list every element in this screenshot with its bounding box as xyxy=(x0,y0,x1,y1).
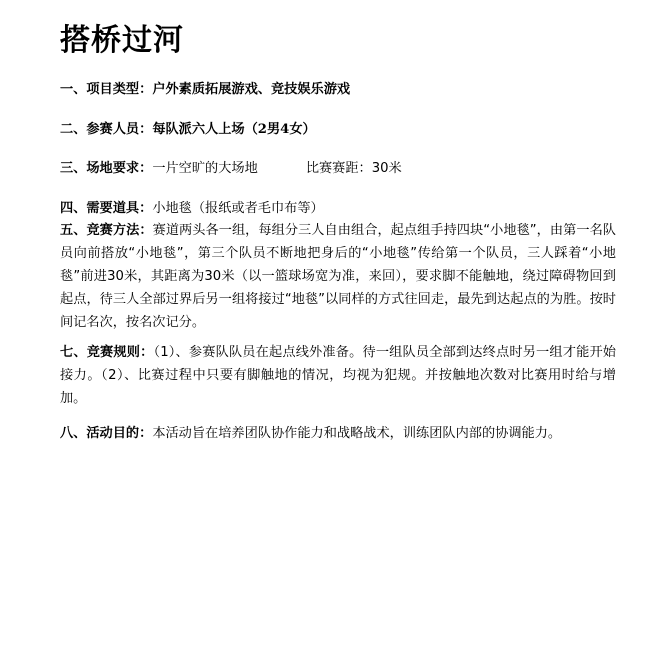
section-label: 一、项目类型： xyxy=(60,82,153,97)
section-label: 七、竞赛规则： xyxy=(60,345,154,360)
section-venue xyxy=(60,159,402,179)
section-participants xyxy=(60,120,316,140)
section-value: 赛道两头各一组，每组分三人自由组合，起点组手持四块“小地毯”，由第一名队员向前搭放“小地毯”，第三个队员不断地把身后的“小地毯”传给第一个队员，三人踩着“小地毯”前进30米，其距离为30米（以一篮球场宽为准，来回），要求脚不能触地，绕过障碍物回到起点，待三人全部过界后另一组将接过“地毯”以同样的方式往回走，最先到达起点的为胜。按时间记名次，按名次记分。 xyxy=(60,223,616,330)
section-props xyxy=(60,199,324,219)
section-method xyxy=(60,219,616,334)
section-value: 小地毯（报纸或者毛巾布等） xyxy=(152,201,324,216)
section-label: 三、场地要求： xyxy=(60,161,153,176)
section-label: 二、参赛人员： xyxy=(60,122,153,137)
section-value: （1）、参赛队队员在起点线外准备。待一组队员全部到达终点时另一组才能开始接力。（2）、比赛过程中只要有脚触地的情况，均视为犯规。并按触地次数对比赛用时给与增加。 xyxy=(60,345,616,406)
section-project-type xyxy=(60,80,350,100)
section-value: 本活动旨在培养团队协作能力和战略战术，训练团队内部的协调能力。 xyxy=(152,426,562,441)
section-label: 八、活动目的： xyxy=(60,426,153,441)
section-label: 五、竞赛方法： xyxy=(60,223,153,238)
page-title: 搭桥过河 xyxy=(60,23,184,58)
section-value: 每队派六人上场（2男4女） xyxy=(152,122,316,137)
race-distance: 比赛赛距：30米 xyxy=(305,161,402,176)
section-value: 户外素质拓展游戏、竞技娱乐游戏 xyxy=(152,82,351,97)
section-rules xyxy=(60,341,616,410)
section-label: 四、需要道具： xyxy=(60,201,153,216)
section-value: 一片空旷的大场地 xyxy=(152,161,258,176)
section-purpose xyxy=(60,424,561,444)
